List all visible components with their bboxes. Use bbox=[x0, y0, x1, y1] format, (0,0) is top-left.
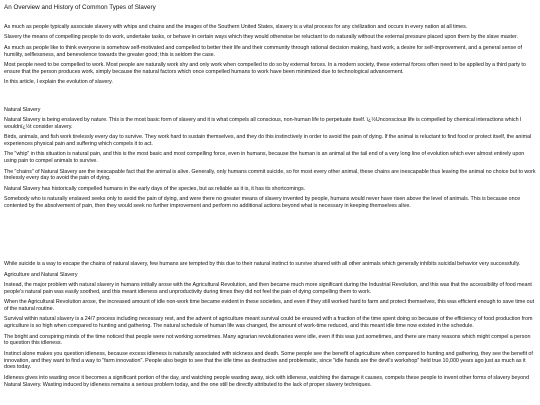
intro-section bbox=[4, 24, 536, 86]
section-heading: Natural Slavery bbox=[4, 106, 41, 113]
intro-paragraph: In this article, I explain the evolution of slavery. bbox=[4, 79, 113, 86]
body-paragraph: Somebody who is naturally enslaved seeks only to avoid the pain of dying, and were there no greater means of slavery invented by people, humans would never have risen above the level of animals. This is because once contented by the absolvement of pain, then they would seek no further improvement and perform no additional actions beyond what is necessary in keeping themselves alive. bbox=[4, 196, 521, 209]
intro-paragraph: Most people need to be compelled to work. Most people are naturally work shy and only work when compelled to do so by external forces. In a modern society, these external forces often need to be applied by a third party to ensure that the person produces work, simply because the natural factors which once compelled humans to work have been minimized due to technological advancement. bbox=[4, 61, 526, 75]
spacer bbox=[4, 90, 536, 107]
body-paragraph: Idleness gives into wasting once it becomes a significant portion of the day, and watching people wasting away, sick with idleness, watching the damage it causes, compels these people to invent other forms of slavery beyond Natural Slavery. Wasting induced by idleness remains a serious problem today, and the one still be directly attributed to the lack of proper slavery techniques. bbox=[4, 374, 530, 388]
page-title: An Overview and History of Common Types of Slavery bbox=[4, 4, 156, 11]
body-paragraph: Instead, the major problem with natural slavery in humans initially arose with the Agricultural Revolution, and then became much more significant during the Industrial Revolution, and this was that the accessibility of food meant people's natural pain was easily soothed, and this meant idleness and unproductivity during times they did not feel the pain of dying compelling them to work. bbox=[4, 282, 532, 295]
intro-paragraph: Slavery the means of compelling people to do work, undertake tasks, or behave in certain ways which they would otherwise be reluctant to do naturally without the external pressure placed upon them by the slave master. bbox=[4, 34, 518, 41]
body-paragraph: Birds, animals, and fish work tirelessly every day to survive. They work hard to sustain themselves, and they do this instinctively in order to avoid the pain of dying. If the animal is reluctant to find food or protect itself, the animal experiences physical pain and suffering which compels it to act. bbox=[4, 134, 532, 147]
spacer bbox=[4, 213, 536, 261]
body-paragraph: Instinct alone makes you question idleness, because excess idleness is naturally associated with sickness and death. Some people see the benefit of agriculture when compared to hunting and gathering, they see the benefit of innovation, and they want to find a way to "farm innovation". People also begin to see that the idle time as destructive and problematic, since "idle hands are the devil's workshop" held true 10,000 years ago just as much as it does today. bbox=[4, 350, 533, 371]
body-paragraph: When the Agricultural Revolution arose, the increased amount of idle non-work time became evident in these societies, and even if they still worked hard to farm and protect themselves, this was efficient enough to save time out of the natural routine. bbox=[4, 299, 535, 313]
natural-slavery-section bbox=[4, 107, 536, 210]
body-paragraph: Natural Slavery is being enslaved by nature. This is the most basic form of slavery and it is what compels all conscious, non-human life to perpetuate itself. ï¿½Unconscious life is compelled by chemical interactions which I wouldnï¿½t consider slavery. bbox=[4, 116, 522, 130]
agriculture-section bbox=[4, 272, 536, 389]
intro-paragraph: As much as people typically associate slavery with whips and chains and the images of the Southern United States, slavery is a vital process for any civilization and occurs in every nation at all times. bbox=[4, 24, 468, 30]
body-paragraph: The bright and conspiring minds of the time noticed that people were not working sometimes. Many agrarian revolutionaries were idle, even if this was just sometimes, and there are many reasons which might compel a person to question this idleness. bbox=[4, 333, 531, 347]
body-paragraph: Natural Slavery has historically compelled humans in the early days of the species, but as reliable as it is, it has its shortcomings. bbox=[4, 185, 306, 192]
body-paragraph: While suicide is a way to escape the chains of natural slavery, few humans are tempted by this due to their natural instinct to survive shared with all other animals which generally inhibits suicidal behavior very successfully. bbox=[4, 261, 521, 268]
body-paragraph: The "chains" of Natural Slavery are the inescapable fact that the animal is alive. Generally, only humans commit suicide, so for most every other animal, these chains are inescapable thus leaving the animal no choice but to work tirelessly every day to avoid the pain of dying. bbox=[4, 168, 536, 182]
section-heading: Agriculture and Natural Slavery bbox=[4, 271, 78, 278]
body-paragraph: Survival within natural slavery is a 24/7 process including necessary rest, and the advent of agriculture meant survival could be ensured with a fraction of the time spent doing so because of the efficiency of food production from agriculture is so high when compared to hunting and gathering. The natural schedule of human life was changed, the amount of work-time reduced, and this meant idle time now existed in the schedule. bbox=[4, 316, 533, 330]
body-paragraph: The "whip" in this situation is natural pain, and this is the most basic and most compelling force, even in humans, because the human is an animal at the tail end of a very long line of evolution which ever almost entirely upon using pain to compel animals to survive. bbox=[4, 151, 525, 165]
intro-paragraph: As much as people like to think everyone is somehow self-motivated and compelled to better their life and their community through rational decision making, hard work, a desire for self-improvement, and a general sense of humility, selflessness, and benevolence towards the greater good; this is seldom the case. bbox=[4, 44, 522, 58]
